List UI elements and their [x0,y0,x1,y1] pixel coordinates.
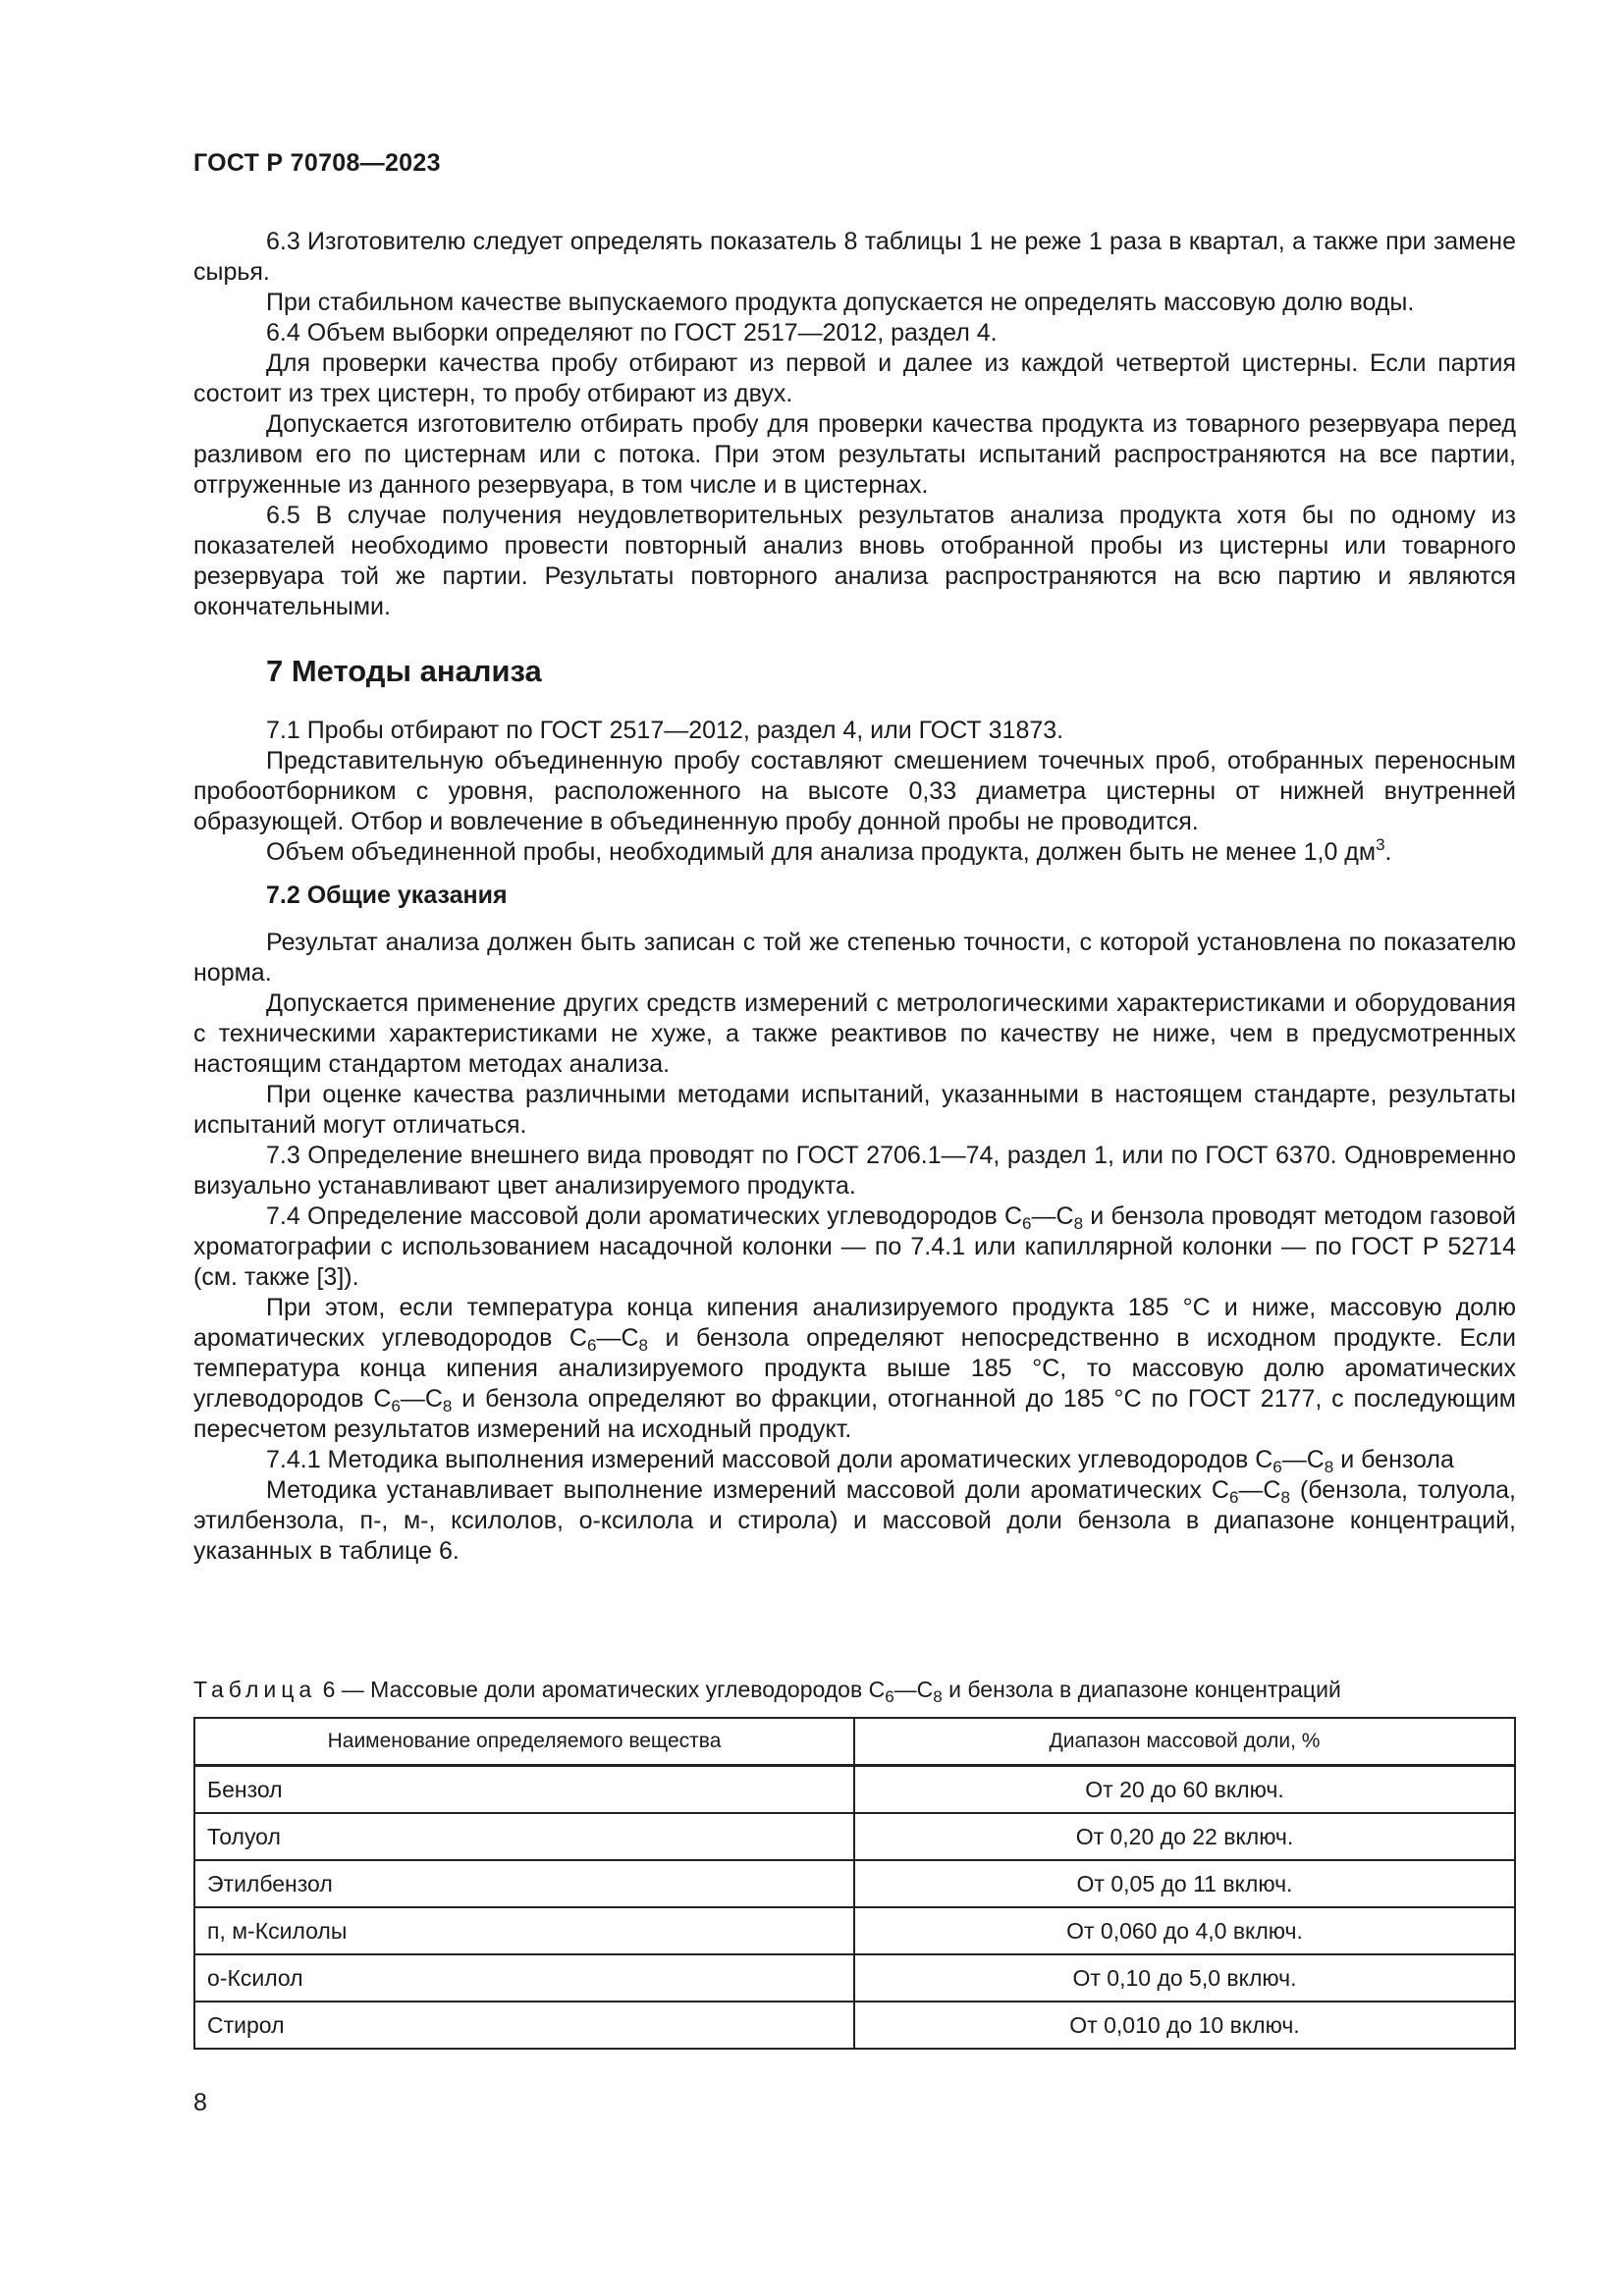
table-row [194,1907,1515,1954]
substance-name: п, м-Ксилолы [194,1907,854,1954]
table-6-caption: Таблица 6 — Массовые доли ароматических углеводородов $С_6—С_8$ и бензола в диапазоне концентраций [193,1677,1341,1706]
paragraph-7-1: 7.1 Пробы отбирают по ГОСТ 2517—2012, раздел 4, или ГОСТ 31873. [266,717,1064,744]
paragraph-7-2-c: При оценке качества различными методами испытаний, указанными в настоящем стандарте, результаты испытаний могут отличаться. [193,1081,1516,1139]
paragraph-7-4: 7.4 Определение массовой доли ароматических углеводородов $С_6—С_8$ и бензола проводят методом газовой хроматографии с использованием насадочной колонки — по 7.4.1 или капиллярной колонки — по ГОСТ Р 52714 (см. также [3]). [193,1202,1516,1291]
section-7-title: 7 Методы анализа [266,654,542,688]
mass-fraction-range: От 0,05 до 11 включ. [854,1860,1515,1907]
table-row [194,1766,1515,1814]
column-header-range: Диапазон массовой доли, % [854,1718,1515,1766]
paragraph-6-3: 6.3 Изготовителю следует определять показатель 8 таблицы 1 не реже 1 раза в квартал, а также при замене сырья. [193,228,1516,286]
table-row [194,1860,1515,1907]
mass-fraction-range: От 0,060 до 4,0 включ. [854,1907,1515,1954]
table-row [194,1954,1515,2002]
substance-name: Этилбензол [194,1860,854,1907]
paragraph-6-4: 6.4 Объем выборки определяют по ГОСТ 2517—2012, раздел 4. [266,319,998,347]
paragraph-7-4-1: 7.4.1 Методика выполнения измерений массовой доли ароматических углеводородов $С_6—С_8$ и бензола [266,1446,1454,1476]
mass-fraction-range: От 20 до 60 включ. [854,1766,1515,1814]
page-number: 8 [193,2089,207,2116]
paragraph-6-3-b: При стабильном качестве выпускаемого продукта допускается не определять массовую долю воды. [266,289,1415,316]
paragraph-6-4-b: Для проверки качества пробу отбирают из первой и далее из каждой четвертой цистерны. Если партия состоит из трех цистерн, то пробу отбирают из двух. [193,349,1516,407]
substance-name: Толуол [194,1813,854,1860]
mass-fraction-range: От 0,10 до 5,0 включ. [854,1954,1515,2002]
paragraph-7-4-b: При этом, если температура конца кипения анализируемого продукта 185 °С и ниже, массовую долю ароматических углеводородов $С_6—С_8$ и бензола определяют непосредственно в исходном продукте. Если температура конца кипения анализируемого продукта выше 185 °С, то массовую долю ароматических углеводородов $С_6—С_8$ и бензола определяют во фракции, отогнанной до 185 °С по ГОСТ 2177, с последующим пересчетом результатов измерений на исходный продукт. [193,1294,1516,1443]
paragraph-7-3: 7.3 Определение внешнего вида проводят по ГОСТ 2706.1—74, раздел 1, или по ГОСТ 6370. Одновременно визуально устанавливают цвет анализируемого продукта. [193,1142,1516,1200]
paragraph-6-5: 6.5 В случае получения неудовлетворительных результатов анализа продукта хотя бы по одному из показателей необходимо провести повторный анализ вновь отобранной пробы из цистерны или товарного резервуара той же партии. Результаты повторного анализа распространяются на всю партию и являются окончательными. [193,502,1516,620]
table-6 [193,1717,1516,2050]
table-header-row [194,1718,1515,1766]
subsection-7-2-title: 7.2 Общие указания [266,881,508,909]
document-header: ГОСТ Р 70708—2023 [193,149,441,177]
table-row [194,2002,1515,2049]
mass-fraction-range: От 0,20 до 22 включ. [854,1813,1515,1860]
table-row [194,1813,1515,1860]
substance-name: о-Ксилол [194,1954,854,2002]
paragraph-7-2-a: Результат анализа должен быть записан с той же степенью точности, с которой установлена по показателю норма. [193,929,1516,987]
paragraph-7-1-c: Объем объединенной пробы, необходимый для анализа продукта, должен быть не менее 1,0 $дм^3$. [266,835,1392,866]
paragraph-6-4-c: Допускается изготовителю отбирать пробу для проверки качества продукта из товарного резервуара перед разливом его по цистернам или с потока. При этом результаты испытаний распространяются на все партии, отгруженные из данного резервуара, в том числе и в цистернах. [193,410,1516,499]
column-header-substance: Наименование определяемого вещества [194,1718,854,1766]
mass-fraction-range: От 0,010 до 10 включ. [854,2002,1515,2049]
substance-name: Стирол [194,2002,854,2049]
paragraph-7-1-b: Представительную объединенную пробу составляют смешением точечных проб, отобранных переносным пробоотборником с уровня, расположенного на высоте 0,33 диаметра цистерны от нижней внутренней образующей. Отбор и вовлечение в объединенную пробу донной пробы не проводится. [193,747,1516,835]
document-body [193,227,1516,1567]
substance-name: Бензол [194,1766,854,1814]
paragraph-7-2-b: Допускается применение других средств измерений с метрологическими характеристиками и оборудования с техническими характеристиками не хуже, а также реактивов по качеству не ниже, чем в предусмотренных настоящим стандартом методах анализа. [193,989,1516,1078]
paragraph-7-4-1-b: Методика устанавливает выполнение измерений массовой доли ароматических $С_6—С_8$ (бензола, толуола, этилбензола, п-, м-, ксилолов, о-ксилола и стирола) и массовой доли бензола в диапазоне концентраций, указанных в таблице 6. [193,1476,1517,1565]
